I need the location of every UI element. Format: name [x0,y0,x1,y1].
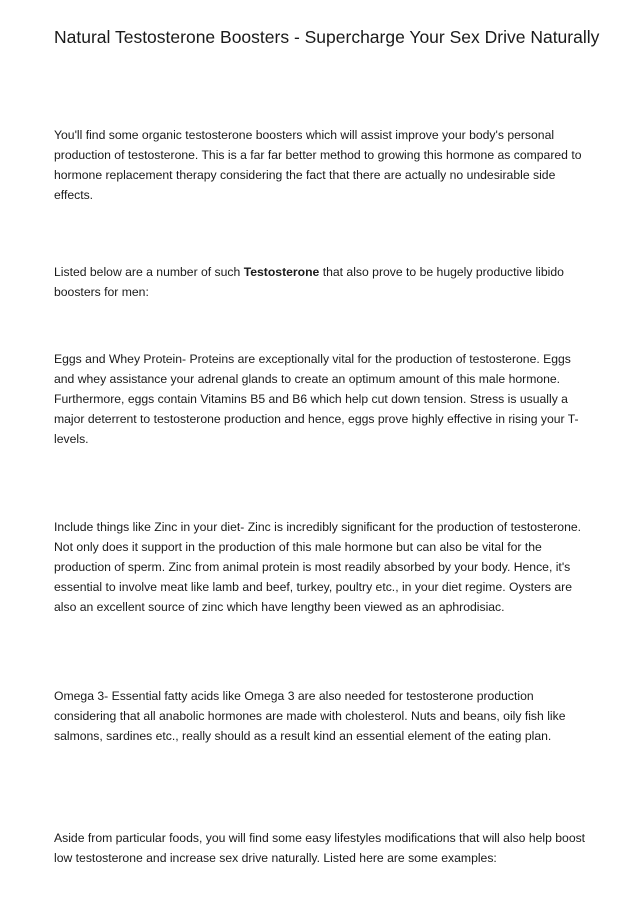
testosterone-keyword: Testosterone [243,265,320,279]
paragraph-listing-text-start: Listed below are a number of such [54,265,244,279]
paragraph-listing-text-end: that also prove to be hugely productive libido boosters for men: [54,265,564,299]
paragraph-listing [54,262,594,302]
paragraph-eggs-whey: Eggs and Whey Protein- Proteins are exceptionally vital for the production of testosterone. Eggs and whey assistance your adrenal glands to create an optimum amount of this male hormone. Furthermore, eggs contain Vitamins B5 and B6 which help cut down tension. Stress is usually a major deterrent to testosterone production and hence, eggs prove highly effective in rising your T-levels. [54,352,579,446]
paragraph-omega-3: Omega 3- Essential fatty acids like Omega 3 are also needed for testosterone production considering that all anabolic hormones are made with cholesterol. Nuts and beans, oily fish like salmons, sardines etc., really should as a result kind an essential element of the eating plan. [54,689,566,743]
paragraph-zinc: Include things like Zinc in your diet- Zinc is incredibly significant for the production of testosterone. Not only does it support in the production of this male hormone but can also be vital for the production of sperm. Zinc from animal protein is most readily absorbed by your body. Hence, it's essential to involve meat like lamb and beef, turkey, poultry etc., in your diet regime. Oysters are also an excellent source of zinc which have lengthy been viewed as an aphrodisiac. [54,520,582,614]
page-title: Natural Testosterone Boosters - Supercharge Your Sex Drive Naturally [54,27,600,47]
paragraph-lifestyle: Aside from particular foods, you will find some easy lifestyles modifications that will also help boost low testosterone and increase sex drive naturally. Listed here are some examples: [54,831,586,865]
paragraph-intro: You'll find some organic testosterone boosters which will assist improve your body's personal production of testosterone. This is a far far better method to growing this hormone as compared to hormone replacement therapy considering the fact that there are actually no undesirable side effects. [54,128,582,202]
